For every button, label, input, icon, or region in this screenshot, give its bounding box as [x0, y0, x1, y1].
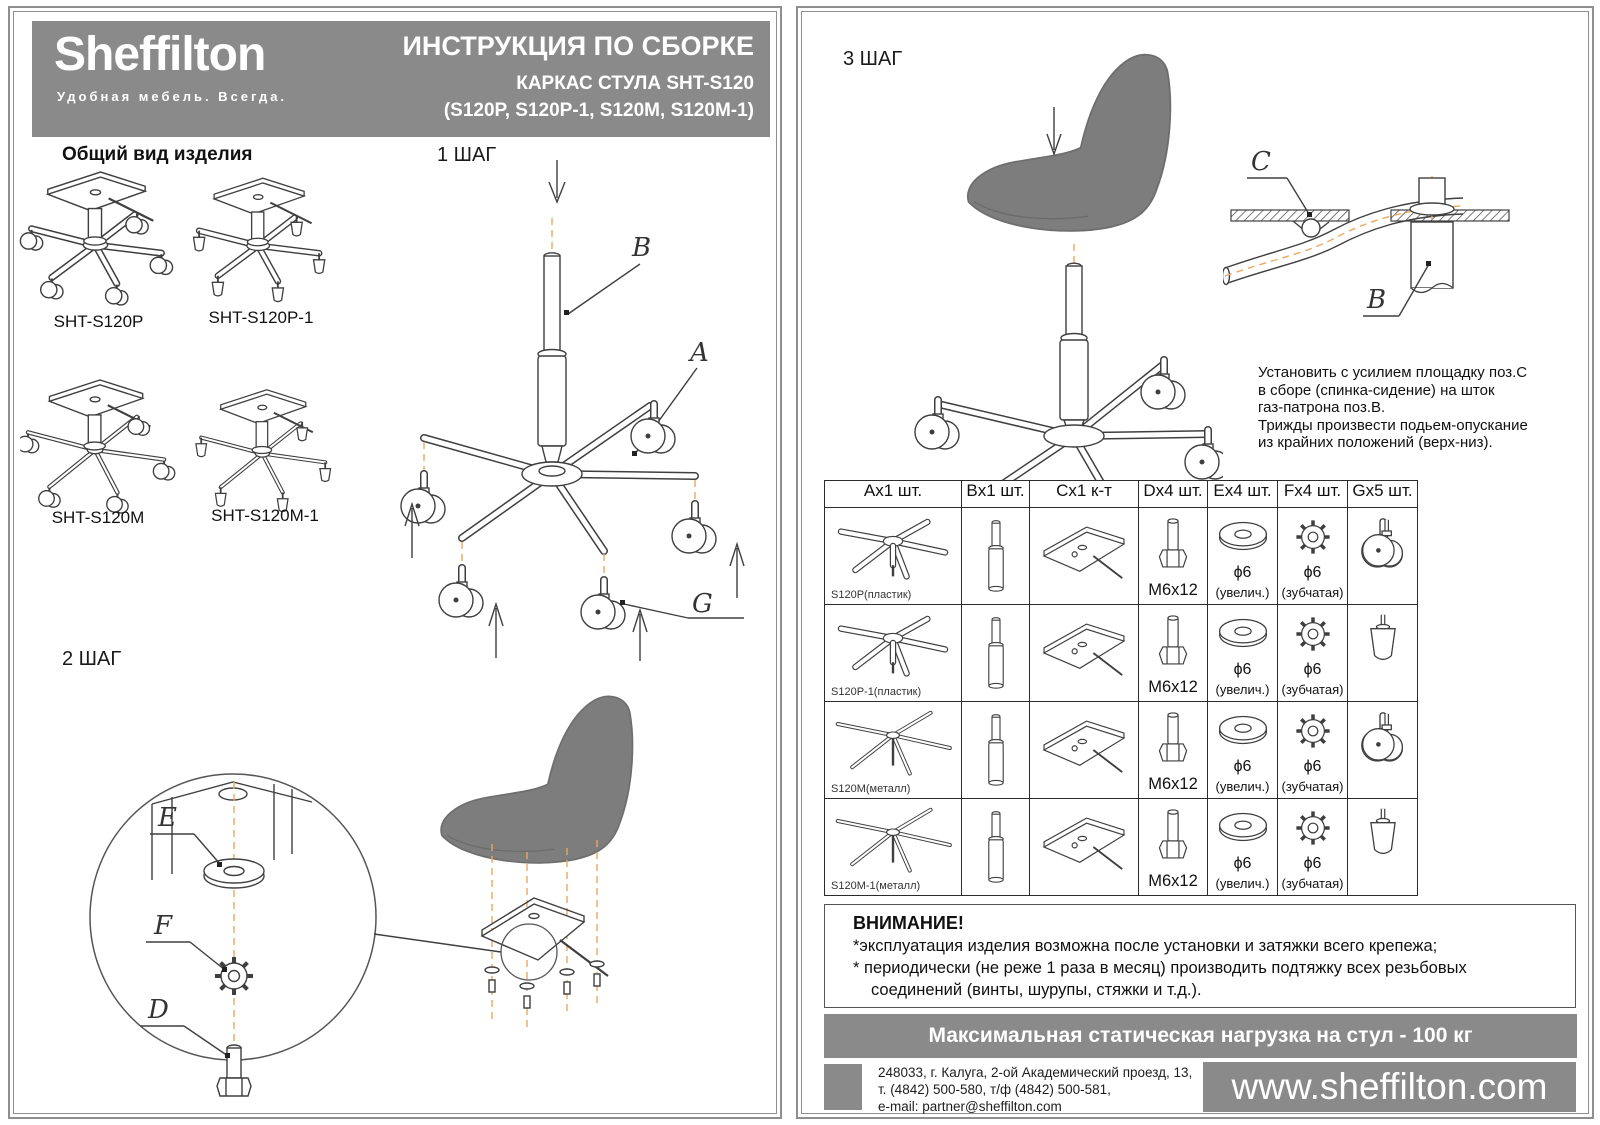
seat-plate-icon: [1037, 522, 1131, 590]
washer-size: ϕ6: [1233, 564, 1252, 581]
washer-size: ϕ6: [1233, 855, 1252, 872]
step2-diagram: [22, 664, 777, 1112]
tooth-note: (зубчатая): [1281, 585, 1344, 600]
tooth-note: (зубчатая): [1281, 876, 1344, 891]
base-metal-icon: [832, 708, 954, 780]
washer-size: ϕ6: [1233, 661, 1252, 678]
col-header-e: Ex4 шт.: [1208, 481, 1278, 508]
base-plastic-icon: [832, 514, 954, 586]
bolt-icon: [1156, 514, 1190, 574]
footer-logo-block: [824, 1064, 862, 1110]
warning-line: * периодически (не реже 1 раза в месяц) производить подтяжку всех резьбовых: [853, 959, 1467, 977]
tooth-size: ϕ6: [1303, 758, 1322, 775]
note-line: из крайних положений (верх-низ).: [1258, 434, 1493, 451]
warning-line: соединений (винты, шурупы, стяжки и т.д.).: [871, 981, 1202, 999]
base-caption: S120M-1(металл): [831, 880, 921, 892]
gas-lift-icon: [980, 805, 1012, 889]
washer-note: (увелич.): [1215, 682, 1270, 697]
part-d-label: D: [148, 995, 169, 1025]
step3-note: [1258, 364, 1573, 452]
table-row: [825, 508, 1418, 605]
part-g-label: G: [692, 589, 713, 619]
header-banner: [32, 21, 770, 137]
doc-title: ИНСТРУКЦИЯ ПО СБОРКЕ: [402, 31, 754, 61]
down-arrow-icon: [1047, 107, 1061, 154]
part-c-label: C: [1251, 148, 1271, 177]
part-f-label: F: [154, 911, 173, 941]
address-line: 248033, г. Калуга, 2-ой Академический проезд, 13,: [878, 1065, 1193, 1080]
model-label-s120p-1: SHT-S120P-1: [208, 308, 314, 327]
step2-label: 2 ШАГ: [62, 648, 122, 670]
gas-lift-icon: [980, 514, 1012, 598]
page-right: [796, 6, 1594, 1119]
glide-icon: [1364, 611, 1402, 665]
gas-lift-icon: [980, 708, 1012, 792]
washer-note: (увелич.): [1215, 585, 1270, 600]
tooth-washer-icon: [1292, 516, 1334, 558]
model-label-s120m-1: SHT-S120M-1: [211, 506, 319, 525]
washer-note: (увелич.): [1215, 779, 1270, 794]
col-header-c: Cx1 к-т: [1030, 481, 1139, 508]
step1-diagram: [392, 156, 787, 661]
model-drawing-s120m: [18, 378, 178, 514]
model-label-s120p: SHT-S120P: [53, 312, 144, 331]
caster-icon: [1359, 514, 1407, 572]
tooth-note: (зубчатая): [1281, 779, 1344, 794]
tooth-note: (зубчатая): [1281, 682, 1344, 697]
washer-icon: [1216, 712, 1270, 748]
step3-label: 3 ШАГ: [843, 48, 903, 70]
note-line: газ-патрона поз.B.: [1258, 399, 1386, 416]
tooth-size: ϕ6: [1303, 564, 1322, 581]
brand-tagline: Удобная мебель. Всегда.: [57, 89, 288, 104]
website-banner: www.sheffilton.com: [1203, 1062, 1576, 1112]
table-row: [825, 799, 1418, 896]
bolt-icon: [1156, 805, 1190, 865]
part-b-detail-label: B: [1367, 285, 1387, 315]
bolt-size: M6x12: [1148, 872, 1198, 890]
washer-icon: [1216, 518, 1270, 554]
warning-title: ВНИМАНИЕ!: [853, 913, 964, 933]
glide-icon: [1364, 805, 1402, 859]
note-line: Установить с усилием площадку поз.C: [1258, 364, 1528, 381]
doc-subtitle-model: КАРКАС СТУЛА SHT-S120: [516, 73, 754, 94]
tooth-size: ϕ6: [1303, 661, 1322, 678]
table-row: [825, 702, 1418, 799]
seat-plate-icon: [1037, 813, 1131, 881]
base-plastic-icon: [832, 611, 954, 683]
part-e-label: E: [158, 803, 177, 833]
footer-address: [878, 1064, 1192, 1115]
washer-icon: [1216, 615, 1270, 651]
base-caption: S120P(пластик): [831, 589, 912, 601]
col-header-g: Gx5 шт.: [1348, 481, 1418, 508]
down-arrow-icon: [549, 160, 565, 202]
note-line: в сборе (спинка-сидение) на шток: [1258, 381, 1495, 399]
warning-line: *эксплуатация изделия возможна после установки и затяжки всего крепежа;: [853, 937, 1438, 955]
tooth-size: ϕ6: [1303, 855, 1322, 872]
parts-table-header-row: [825, 481, 1418, 508]
col-header-a: Ax1 шт.: [825, 481, 962, 508]
model-label-s120m: SHT-S120M: [51, 508, 145, 527]
parts-table: [824, 480, 1418, 896]
table-row: [825, 605, 1418, 702]
washer-size: ϕ6: [1233, 758, 1252, 775]
doc-subtitle-variants: (S120P, S120P-1, S120M, S120M-1): [443, 100, 754, 121]
gas-lift-icon: [980, 611, 1012, 695]
overview-heading: Общий вид изделия: [62, 144, 253, 165]
bolt-icon: [1156, 708, 1190, 768]
model-drawing-s120p: [16, 170, 181, 312]
brand-logo: Sheffilton: [54, 28, 266, 81]
address-line: т. (4842) 500-580, т/ф (4842) 500-581,: [878, 1082, 1111, 1097]
seat-plate-icon: [1037, 619, 1131, 687]
col-header-f: Fx4 шт.: [1278, 481, 1348, 508]
model-drawing-s120p-1: [186, 176, 336, 308]
base-caption: S120M(металл): [831, 783, 911, 795]
col-header-b: Bx1 шт.: [962, 481, 1030, 508]
step1-label: 1 ШАГ: [437, 144, 497, 166]
note-line: Трижды произвести подьем-опускание: [1258, 416, 1528, 434]
seat-plate-icon: [1037, 716, 1131, 784]
tooth-washer-icon: [1292, 613, 1334, 655]
caster-icon: [1359, 708, 1407, 766]
page-left: [8, 6, 782, 1119]
base-caption: S120P-1(пластик): [831, 686, 922, 698]
part-a-label: A: [690, 338, 709, 368]
bolt-icon: [1156, 611, 1190, 671]
col-header-d: Dx4 шт.: [1139, 481, 1208, 508]
tooth-washer-icon: [1292, 807, 1334, 849]
step3-detail-diagram: [1223, 148, 1518, 353]
bolt-size: M6x12: [1148, 581, 1198, 599]
bolt-size: M6x12: [1148, 678, 1198, 696]
max-load-banner: Максимальная статическая нагрузка на стул - 100 кг: [824, 1014, 1577, 1058]
chair-shell: [441, 696, 632, 862]
washer-icon: [1216, 809, 1270, 845]
washer-note: (увелич.): [1215, 876, 1270, 891]
address-line: e-mail: partner@sheffilton.com: [878, 1099, 1062, 1114]
part-b-label: B: [632, 233, 652, 263]
warning-box: [824, 904, 1576, 1008]
model-drawing-s120m-1: [190, 388, 340, 512]
tooth-washer-icon: [1292, 710, 1334, 752]
bolt-size: M6x12: [1148, 775, 1198, 793]
base-metal-icon: [832, 805, 954, 877]
